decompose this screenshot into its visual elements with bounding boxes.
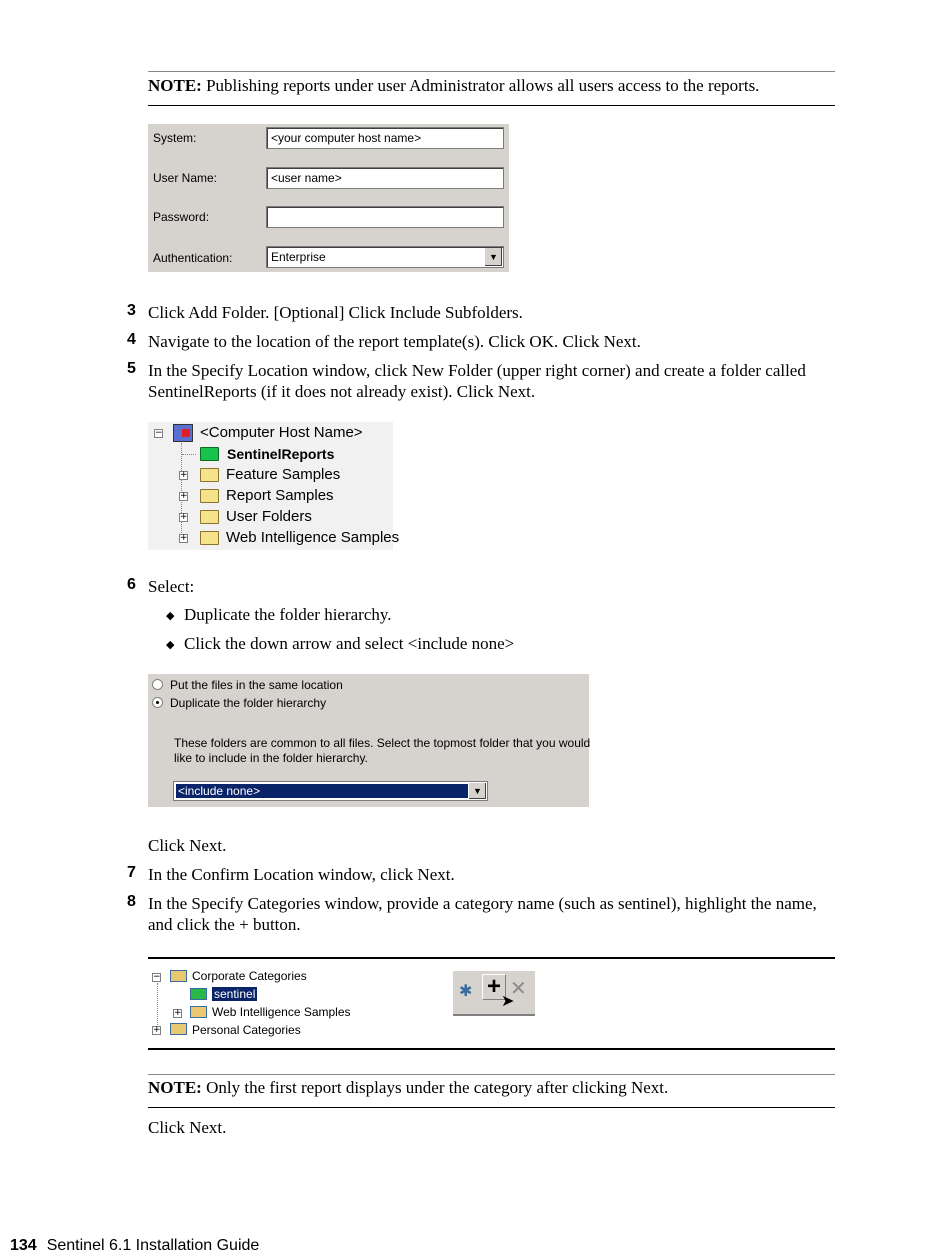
category-web-intelligence[interactable]: Web Intelligence Samples (212, 1005, 351, 1019)
note-top-rule (148, 1074, 835, 1075)
bullet-icon: ◆ (166, 610, 175, 622)
tree-item-feature-samples[interactable]: Feature Samples (226, 466, 341, 483)
topmost-folder-value: <include none> (176, 784, 469, 798)
topmost-folder-select[interactable] (173, 781, 488, 801)
category-folder-icon (190, 988, 207, 1000)
folder-icon (200, 468, 219, 482)
folder-tree (148, 422, 400, 550)
step-text: In the Specify Location window, click New Folder (upper right corner) and create a folder called SentinelReports (if it does not already exist). Click Next. (148, 361, 806, 401)
bullet-item: Duplicate the folder hierarchy. (184, 605, 392, 624)
authentication-value: Enterprise (271, 250, 326, 264)
note-1: NOTE: Publishing reports under user Administrator allows all users access to the reports. (148, 76, 760, 95)
tree-item-report-samples[interactable]: Report Samples (226, 487, 334, 504)
tree-root-label[interactable]: <Computer Host Name> (200, 424, 363, 441)
step-text: In the Confirm Location window, click Next. (148, 865, 455, 884)
system-field[interactable]: <your computer host name> (266, 127, 504, 149)
category-sentinel[interactable]: sentinel (214, 987, 256, 1001)
cursor-icon: ➤ (501, 993, 515, 1010)
folder-icon (200, 489, 219, 503)
tree-item-user-folders[interactable]: User Folders (226, 508, 312, 525)
chevron-down-icon[interactable]: ▼ (484, 248, 502, 266)
expand-icon[interactable]: + (180, 491, 188, 501)
radio-same-location[interactable] (152, 679, 163, 690)
expand-icon[interactable]: + (180, 512, 188, 522)
radio-duplicate-hierarchy[interactable] (152, 697, 163, 708)
click-next-text: Click Next. (148, 1118, 227, 1137)
expand-icon[interactable]: + (180, 470, 188, 480)
new-folder-icon[interactable]: ✱ (459, 983, 473, 1000)
page-number: 134 (10, 1237, 37, 1254)
expand-icon[interactable]: + (174, 1008, 182, 1018)
bullet-icon: ◆ (166, 639, 175, 651)
authentication-label: Authentication: (153, 251, 233, 265)
step-number: 7 (127, 864, 136, 881)
expand-icon[interactable]: + (180, 533, 188, 543)
step-text: Navigate to the location of the report template(s). Click OK. Click Next. (148, 332, 641, 351)
system-label: System: (153, 131, 197, 145)
user-name-field[interactable]: <user name> (266, 167, 504, 189)
step-number: 5 (127, 360, 136, 377)
step-number: 8 (127, 893, 136, 910)
radio-duplicate-hierarchy-label: Duplicate the folder hierarchy (170, 696, 327, 710)
expand-icon[interactable]: + (153, 1025, 161, 1035)
radio-same-location-label: Put the files in the same location (170, 678, 343, 692)
chevron-down-icon[interactable]: ▼ (468, 783, 486, 799)
tree-item-sentinelreports[interactable]: SentinelReports (227, 446, 335, 462)
figure-bottom-rule (148, 1048, 835, 1050)
bullet-item: Click the down arrow and select <include none> (184, 634, 515, 653)
collapse-icon[interactable]: − (153, 972, 161, 982)
password-label: Password: (153, 210, 210, 224)
computer-icon (173, 424, 193, 442)
category-toolbar (453, 971, 535, 1016)
add-button[interactable]: + (482, 974, 506, 1000)
note-bottom-rule (148, 1107, 835, 1108)
step-number: 3 (127, 302, 136, 319)
step-text: Click Add Folder. [Optional] Click Include Subfolders. (148, 303, 523, 322)
category-personal[interactable]: Personal Categories (192, 1023, 301, 1037)
click-next-text: Click Next. (148, 836, 227, 855)
password-field[interactable] (266, 206, 504, 228)
folder-icon (200, 447, 219, 461)
category-folder-icon (190, 1006, 207, 1018)
login-panel (148, 124, 509, 272)
category-tree (148, 964, 360, 1040)
location-options-panel (148, 674, 589, 807)
authentication-select[interactable] (266, 246, 504, 268)
note-bottom-rule (148, 105, 835, 106)
page-footer (10, 1237, 259, 1255)
document-title: Sentinel 6.1 Installation Guide (46, 1237, 260, 1254)
note-top-rule (148, 71, 835, 72)
user-name-label: User Name: (153, 171, 218, 185)
step-number: 4 (127, 331, 136, 348)
collapse-icon[interactable]: − (155, 428, 163, 438)
category-folder-icon (170, 970, 187, 982)
hierarchy-description: These folders are common to all files. Select the topmost folder that you would (174, 736, 591, 750)
step-text: In the Specify Categories window, provide a category name (such as sentinel), highlight the name, and click the + button. (148, 894, 817, 934)
step-number: 6 (127, 576, 136, 593)
category-corporate[interactable]: Corporate Categories (192, 969, 307, 983)
category-folder-icon (170, 1023, 187, 1035)
hierarchy-description: like to include in the folder hierarchy. (174, 751, 368, 765)
tree-item-web-intelligence-samples[interactable]: Web Intelligence Samples (226, 529, 400, 546)
figure-top-rule (148, 957, 835, 959)
delete-icon[interactable]: ✕ (510, 978, 527, 1000)
folder-icon (200, 531, 219, 545)
folder-icon (200, 510, 219, 524)
note-2: NOTE: Only the first report displays under the category after clicking Next. (148, 1078, 669, 1097)
step-text: Select: (148, 577, 195, 596)
